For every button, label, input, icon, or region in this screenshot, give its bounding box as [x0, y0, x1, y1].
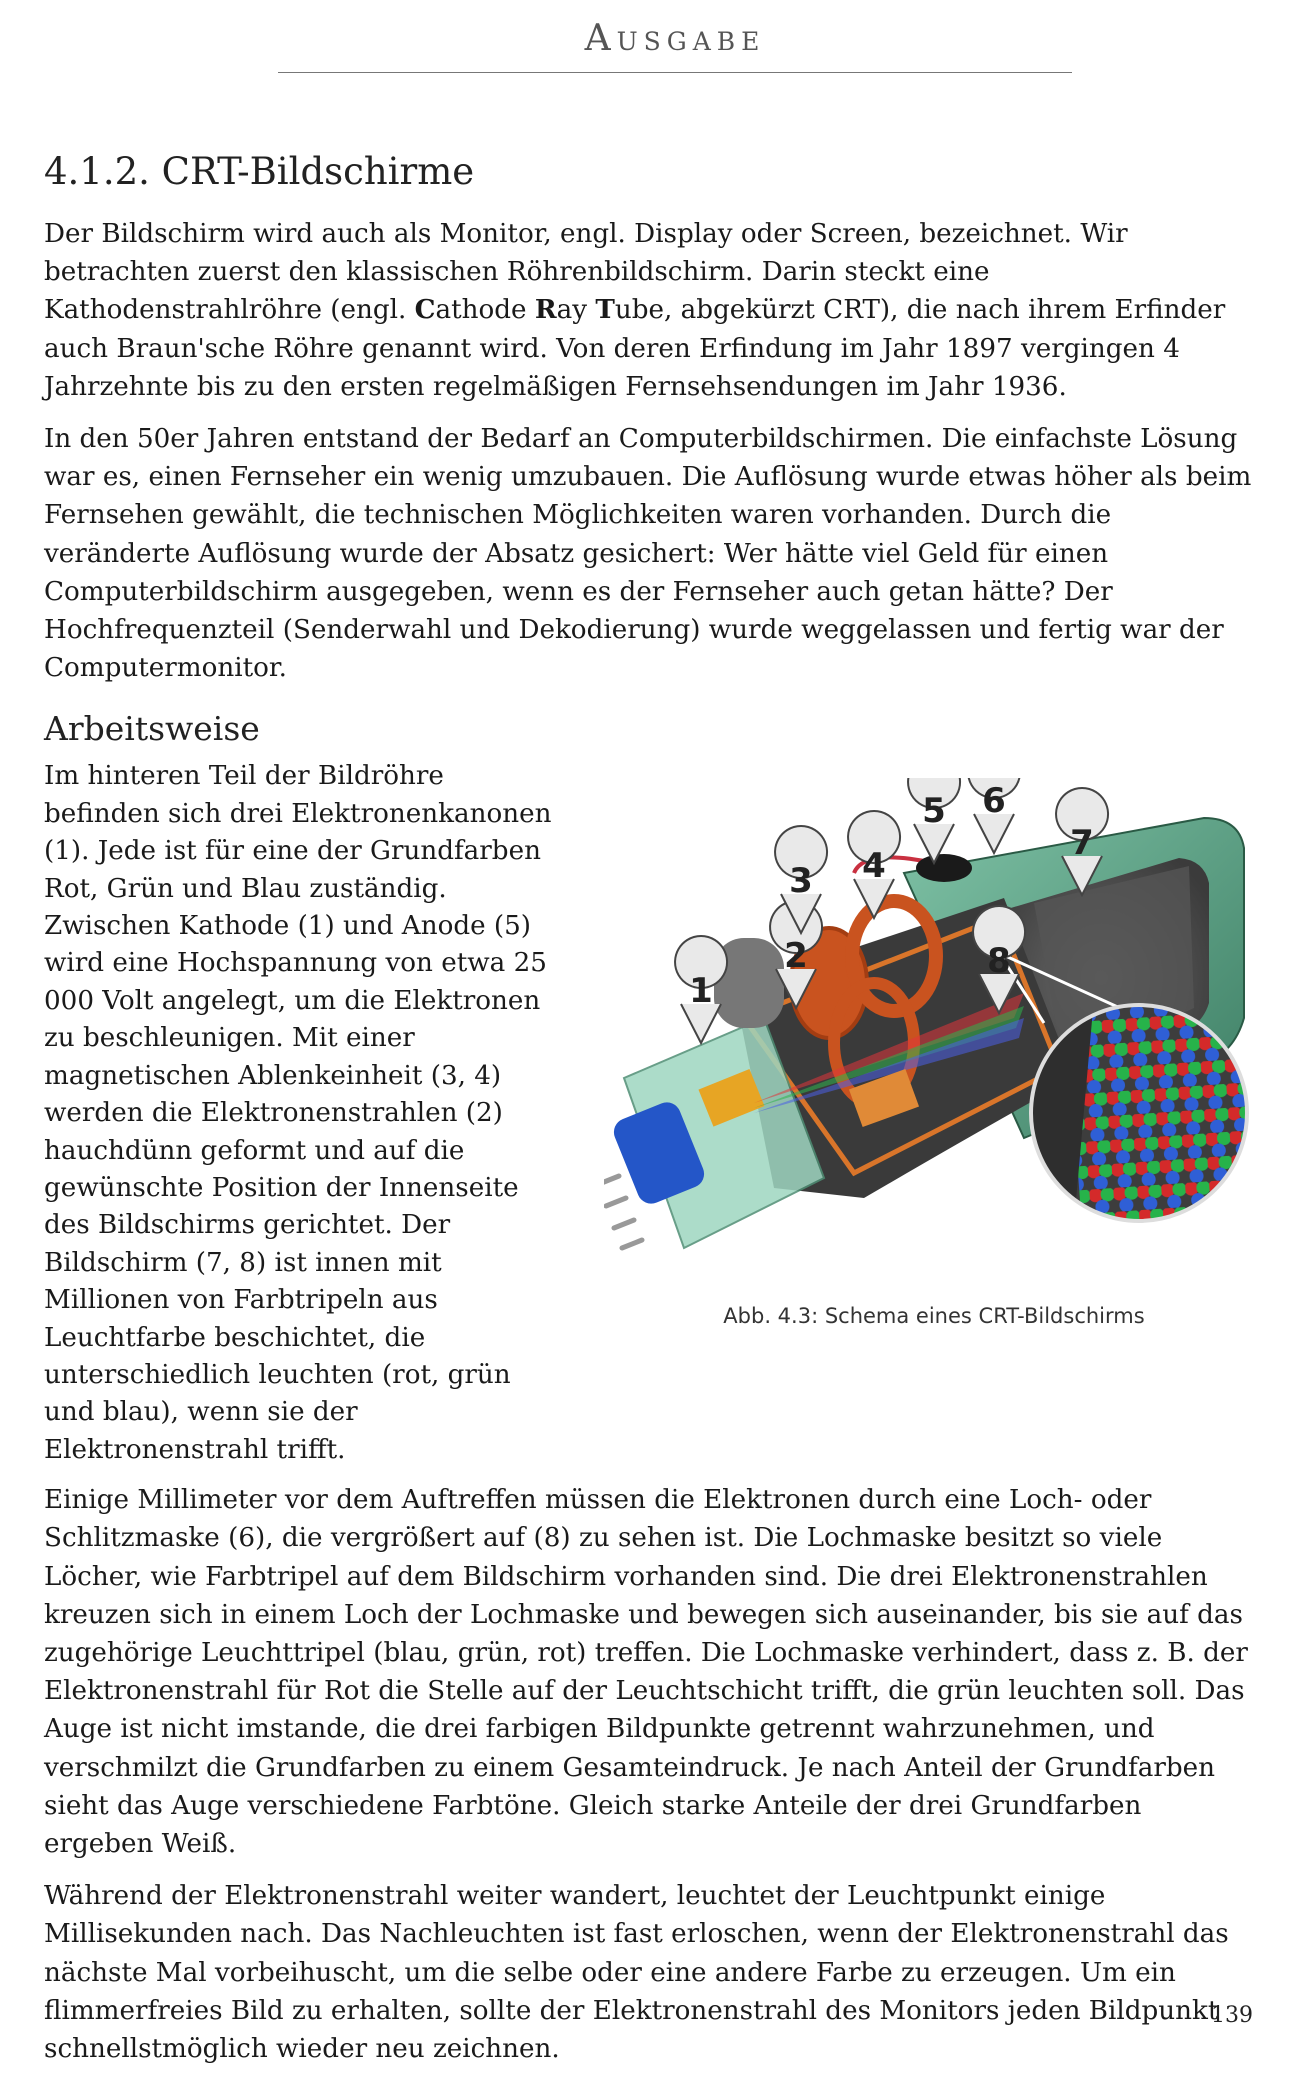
p1-letter-c: C: [414, 294, 436, 326]
marker-6-label: 6: [982, 781, 1006, 822]
arbeitsweise-paragraph: Im hinteren Teil der Bildröhre befinden sich drei Elektronenkanonen (1). Jede ist für eine der Grundfarben Rot, Grün und Blau zuständig. Zwischen Kathode (1) und Anode (5) wird eine Hochspannung von etwa 25 000 Volt angelegt, um die Elektronen zu beschleunigen. Mit einer magnetischen Ablenkeinheit (3, 4) werden die Elektronenstrahlen (2) hauchdünn geformt und auf die gewünschte Position der Innenseite des Bildschirms gerichtet. Der Bildschirm (7, 8) ist innen mit Millionen von Farbtripeln aus Leuchtfarbe beschichtet, die unterschiedlich leuchten (rot, grün und blau), wenn sie der Elektronenstrahl trifft.: [44, 761, 552, 1465]
running-header: Ausgabe: [584, 18, 766, 59]
header-rule: [278, 72, 1072, 73]
p1-text-b: ube, abgekürzt CRT), die nach ihrem Erfinder auch Braun'sche Röhre genannt wird. Von deren Erfindung im Jahr 1897 vergingen 4 Jahrzehnte bis zu den ersten regelmäßigen Fernsehsendungen im Jahr 1936.: [44, 295, 1226, 402]
p1-letter-r: R: [534, 294, 557, 326]
p1-ay: ay: [556, 295, 596, 326]
crt-figure: [604, 778, 1264, 1328]
marker-5: [908, 778, 960, 863]
paragraph-2: In den 50er Jahren entstand der Bedarf an Computerbildschirmen. Die einfachste Lösung war es, einen Fernseher ein wenig umzubauen. Die Auflösung wurde etwas höher als beim Fernsehen gewählt, die technischen Möglichkeiten waren vorhanden. Durch die veränderte Auflösung wurde der Absatz gesichert: Wer hätte viel Geld für einen Computerbildschirm ausgegeben, wenn es der Fernseher auch getan hätte? Der Hochfrequenzteil (Senderwahl und Dekodierung) wurde weggelassen und fertig war der Computermonitor.: [44, 424, 1252, 684]
marker-3-label: 3: [789, 861, 813, 902]
paragraph-1: [44, 215, 1254, 406]
paragraph-4: Während der Elektronenstrahl weiter wandert, leuchtet der Leuchtpunkt einige Millisekunden nach. Das Nachleuchten ist fast erloschen, wenn der Elektronenstrahl das nächste Mal vorbeihuscht, um die selbe oder eine andere Farbe zu erzeugen. Um ein flimmerfreies Bild zu erhalten, sollte der Elektronenstrahl des Monitors jeden Bildpunkt schnellstmöglich wieder neu zeichnen.: [44, 1881, 1229, 2064]
subsection-title: Arbeitsweise: [44, 709, 260, 749]
crt-illustration: [604, 778, 1264, 1298]
page-content: [44, 150, 1254, 2082]
arbeitsweise-block: [44, 758, 1254, 1469]
p1-letter-t: T: [595, 294, 615, 326]
marker-2-label: 2: [784, 936, 808, 977]
after-figure-text: [44, 1481, 1254, 2068]
figure-caption: Abb. 4.3: Schema eines CRT-Bildschirms: [723, 1304, 1145, 1329]
section-title: 4.1.2. CRT-Bildschirme: [44, 150, 475, 193]
marker-6: [968, 778, 1020, 853]
p1-athode: athode: [435, 295, 535, 326]
paragraph-3: Einige Millimeter vor dem Auftreffen müssen die Elektronen durch eine Loch- oder Schlitzmaske (6), die vergrößert auf (8) zu sehen ist. Die Lochmaske besitzt so viele Löcher, wie Farbtripel auf dem Bildschirm vorhanden sind. Die drei Elektronenstrahlen kreuzen sich in einem Loch der Lochmaske und bewegen sich auseinander, bis sie auf das zugehörige Leuchttripel (blau, grün, rot) treffen. Die Lochmaske verhindert, dass z. B. der Elektronenstrahl für Rot die Stelle auf der Leuchtschicht trifft, die grün leuchten soll. Das Auge ist nicht imstande, die drei farbigen Bildpunkte getrennt wahrzunehmen, und verschmilzt die Grundfarben zu einem Gesamteindruck. Je nach Anteil der Grundfarben sieht das Auge verschiedene Farbtöne. Gleich starke Anteile der drei Grundfarben ergeben Weiß.: [44, 1485, 1248, 1859]
marker-1-label: 1: [689, 971, 713, 1012]
crt-anode-cap: [916, 854, 972, 882]
marker-5-label: 5: [922, 791, 946, 832]
marker-8-label: 8: [987, 941, 1011, 982]
page-number: 139: [1211, 2003, 1253, 2028]
marker-7-label: 7: [1070, 823, 1094, 864]
arbeitsweise-text-column: [44, 758, 564, 1469]
marker-4-label: 4: [862, 846, 886, 887]
p1-text-a: Der Bildschirm wird auch als Monitor, engl. Display oder Screen, bezeichnet. Wir betrachten zuerst den klassischen Röhrenbildschirm. Darin steckt eine Kathodenstrahlröhre (engl.: [44, 219, 1128, 326]
